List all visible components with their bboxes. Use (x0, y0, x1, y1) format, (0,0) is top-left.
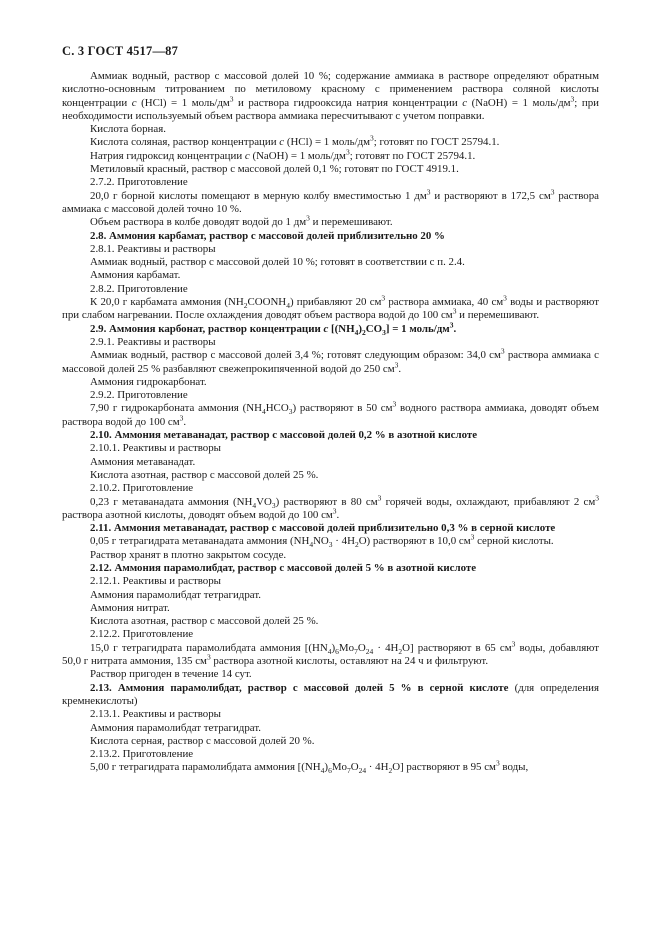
body-paragraph: К 20,0 г карбамата аммония $(NH_2COONH_4)$ прибавляют 20 $см^3$ раствора аммиака, 40 $см^3$ воды и растворяют при слабом нагревании. После охлаждения доводят объем раствора водой до 100 $см^3$ и перемешивают. (62, 293, 599, 322)
section-heading: 2.12. Аммония парамолибдат, раствор с массовой долей 5 % в азотной кислоте (90, 561, 477, 574)
body-paragraph: Аммония парамолибдат тетрагидрат. (90, 721, 261, 734)
body-paragraph: 2.7.2. Приготовление (90, 176, 188, 189)
body-paragraph: Кислота азотная, раствор с массовой долей 25 %. (90, 468, 319, 481)
body-paragraph: 2.9.1. Реактивы и растворы (90, 335, 216, 348)
body-paragraph: Аммония гидрокарбонат. (90, 375, 207, 388)
body-paragraph: 2.13.1. Реактивы и растворы (90, 708, 222, 721)
page-header: С. 3 ГОСТ 4517—87 (62, 44, 179, 58)
body-paragraph: Кислота борная. (90, 123, 166, 136)
body-paragraph: Натрия гидроксид концентрации с (NaOH) = 1 моль/$дм^3$; готовят по ГОСТ 25794.1. (90, 147, 476, 162)
body-paragraph: Кислота серная, раствор с массовой долей 20 %. (90, 734, 315, 747)
body-paragraph: Аммония метаванадат. (90, 455, 196, 468)
body-paragraph: Аммония парамолибдат тетрагидрат. (90, 588, 261, 601)
body-paragraph: Аммиак водный, раствор с массовой долей 10 %; готовят в соответствии с п. 2.4. (90, 256, 465, 269)
section-heading: 2.8. Аммония карбамат, раствор с массовой долей приблизительно 20 % (90, 229, 445, 242)
body-paragraph: Раствор хранят в плотно закрытом сосуде. (90, 548, 287, 561)
body-paragraph: Аммония карбамат. (90, 269, 181, 282)
body-paragraph: Кислота азотная, раствор с массовой долей 25 %. (90, 615, 319, 628)
body-paragraph: Аммиак водный, раствор с массовой долей 3,4 %; готовят следующим образом: 34,0 $см^3$ раствора аммиака с массовой долей 25 % разбавляют свежепрокипяченной водой до 250 $см^3$. (62, 346, 599, 375)
body-paragraph: 2.9.2. Приготовление (90, 389, 188, 402)
section-heading: 2.13. Аммония парамолибдат, раствор с массовой долей 5 % в серной кислоте (для определения кремнекислоты) (62, 681, 599, 707)
body-paragraph: Аммония нитрат. (90, 601, 170, 614)
body-paragraph: Аммиак водный, раствор с массовой долей 10 %; содержание аммиака в растворе определяют обратным кислотно-основным титрованием по метиловому красному с применением раствора соляной кислоты концентрации с (HCl) = 1 моль/$дм^3$ и раствора гидрооксида натрия концентрации с (NaOH) = 1 моль/$дм^3$; при необходимости используемый объем раствора аммиака пересчитывают с учетом поправки. (62, 70, 599, 122)
section-heading: 2.11. Аммония метаванадат, раствор с массовой долей приблизительно 0,3 % в серной кислоте (90, 522, 556, 535)
body-paragraph: 0,05 г тетрагидрата метаванадата аммония $(NH_4NO_3 \cdot 4H_2O)$ растворяют в 10,0 $см^3$ серной кислоты. (90, 532, 554, 550)
body-paragraph: 0,23 г метаванадата аммония $(NH_4VO_3)$ растворяют в 80 $см^3$ горячей воды, охлаждают, прибавляют 2 $см^3$ раствора азотной кислоты, доводят объем водой до 100 $см^3$. (62, 492, 599, 521)
body-paragraph: 2.13.2. Приготовление (90, 748, 194, 761)
body-paragraph: Кислота соляная, раствор концентрации с (HCl) = 1 моль/$дм^3$; готовят по ГОСТ 25794.1. (90, 133, 500, 149)
body-paragraph: 20,0 г борной кислоты помещают в мерную колбу вместимостью 1 $дм^3$ и растворяют в 172,5 $см^3$ раствора аммиака с массовой долей точно 10 %. (62, 187, 600, 215)
body-paragraph: 2.8.1. Реактивы и растворы (90, 242, 216, 255)
section-heading: 2.9. Аммония карбонат, раствор концентрации с $[(NH_4)_2CO_3] = 1$ моль/$дм^3$. (90, 320, 457, 337)
body-paragraph: Метиловый красный, раствор с массовой долей 0,1 %; готовят по ГОСТ 4919.1. (90, 163, 459, 176)
section-heading: 2.10. Аммония метаванадат, раствор с массовой долей 0,2 % в азотной кислоте (90, 429, 478, 442)
body-paragraph: 2.10.2. Приготовление (90, 482, 194, 495)
body-paragraph: 2.10.1. Реактивы и растворы (90, 442, 222, 455)
body-paragraph: 5,00 г тетрагидрата парамолибдата аммония $[(NH_4)_6Mo_7O_{24} \cdot 4H_2O]$ растворяют в 95 $см^3$ воды, (90, 758, 529, 776)
body-paragraph: Объем раствора в колбе доводят водой до 1 $дм^3$ и перемешивают. (90, 213, 393, 229)
body-paragraph: 2.12.2. Приготовление (90, 628, 194, 641)
body-paragraph: 15,0 г тетрагидрата парамолибдата аммония $[(HN_4)_6Mo_7O_{24} \cdot 4H_2O]$ растворяют в 65 $см^3$ воды, добавляют 50,0 г нитрата аммония, 135 $см^3$ раствора азотной кислоты, оставляют на 24 ч и фильтруют. (62, 639, 599, 668)
document-body (62, 70, 599, 775)
body-paragraph: 2.12.1. Реактивы и растворы (90, 575, 222, 588)
body-paragraph: 2.8.2. Приготовление (90, 282, 188, 295)
body-paragraph: 7,90 г гидрокарбоната аммония $(NH_4HCO_3)$ растворяют в 50 $см^3$ водного раствора аммиака, доводят объем раствора водой до 100 $см^3$. (62, 399, 599, 428)
body-paragraph: Раствор пригоден в течение 14 сут. (90, 668, 252, 681)
